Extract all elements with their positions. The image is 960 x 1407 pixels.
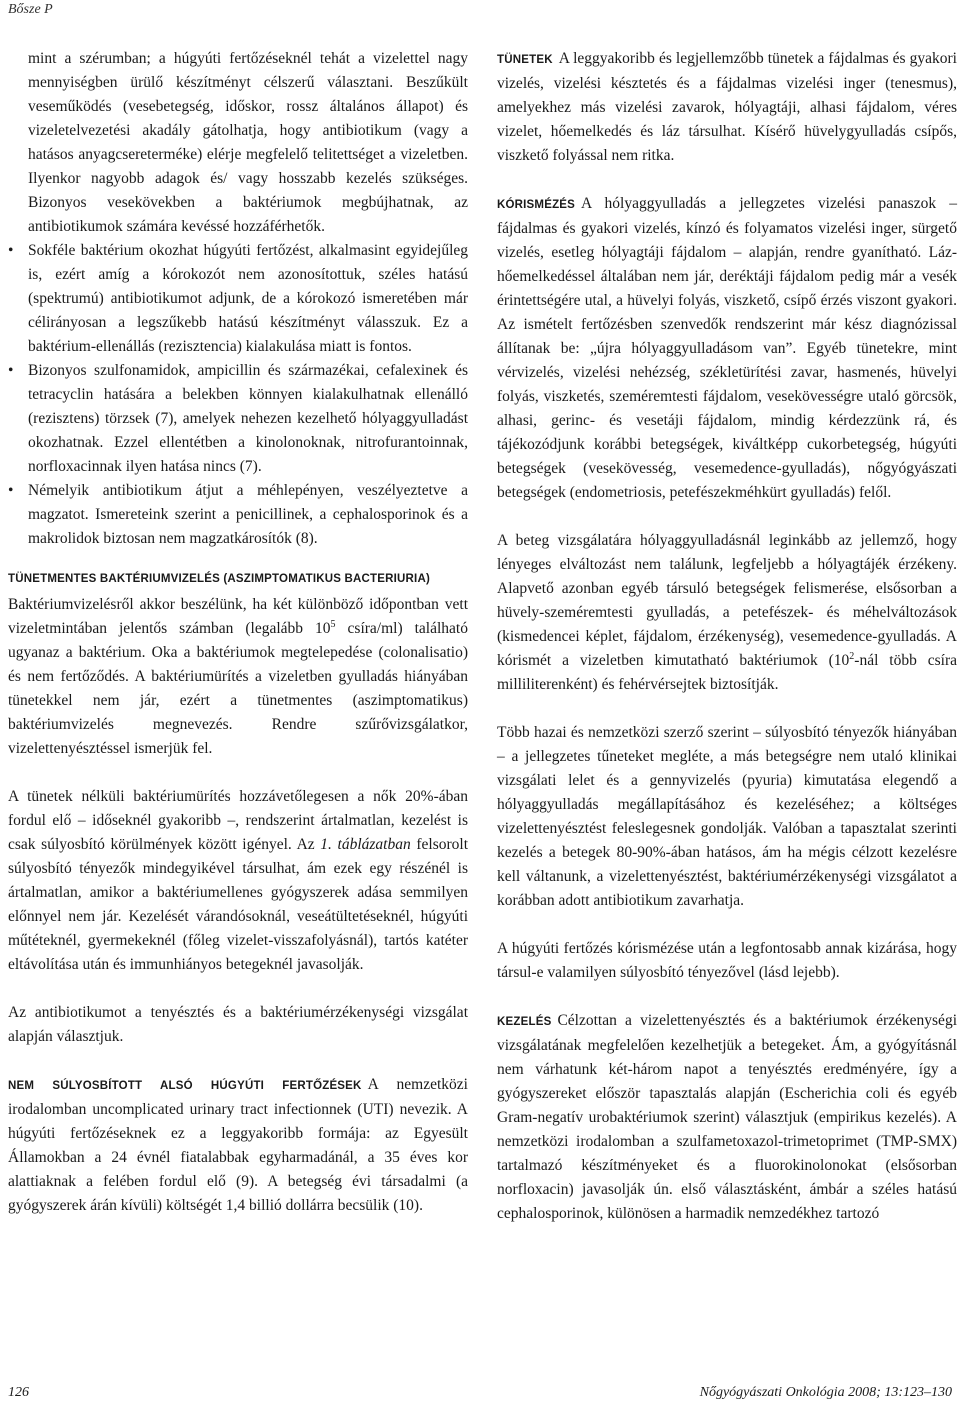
section-heading-treatment: KEZELÉS bbox=[497, 1016, 552, 1028]
bullet-text: Némelyik antibiotikum átjut a méhlepényen, veszélyeztetve a magzatot. Ismereteink szerint a penicillinek, a cephalosporinok és a makrolidok biztosan nem magzatkárosítók (8). bbox=[28, 482, 468, 547]
bullet-icon: • bbox=[8, 242, 14, 259]
authors-opinion-paragraph: Több hazai és nemzetközi szerző szerint – súlyosbító tényezők hiányában – a jellegzetes tűneteket megléte, a más betegségre nem utaló klinikai vizsgálati lelet és a gennyvizelés (pyuria) kimutatása elegendő a hólyaggyulladás megállapításához és kezeléséhez; a költséges vizelettenyésztést feleslegesnek gondolják. Valóban a tapasztalat szerinti kezelés a betegek 80-90%-ában hatásos, ám ha mégis célzott kezelésre kell váltanunk, a vizelettenyésztést, baktériumérzékenységi vizsgálatot a korábban adott antibiotikum zavarhatja. bbox=[497, 724, 957, 909]
bullet-text: Bizonyos szulfonamidok, ampicillin és származékai, cefalexinek és tetracyclin hatására a belekben könnyen kialakulhatnak ellenálló (rezisztens) törzsek (7), amelyek nehezen kezelhető hólyaggyulladást okozhatnak. Ezzel ellentétben a kinolonoknak, nitrofurantoinnak, norfloxacinnak ilyen hatása nincs (7). bbox=[28, 362, 468, 475]
section-heading-asymptomatic: TÜNETMENTES BAKTÉRIUMVIZELÉS (ASZIMPTOMATIKUS BACTERIURIA) bbox=[8, 573, 430, 585]
bullet-item bbox=[8, 239, 468, 359]
bullet-text: Sokféle baktérium okozhat húgyúti fertőzést, alkalmasint egyidejűleg is, ezért amíg a kórokozót nem azonosítottuk, széles hatású (spektrumú) antibiotikumot adjunk, de a kórokozó ismeretében már célirányosan a legszűkebb hatású készítményt válasszuk. Ez a baktérium-ellenállás (rezisztencia) kialakulása miatt is fontos. bbox=[28, 242, 468, 355]
section-heading-symptoms: TÜNETEK bbox=[497, 54, 553, 66]
asymptomatic-paragraph-2: A tünetek nélküli baktériumürítés hozzávetőlegesen a nők 20%-ában fordul elő – időseknél gyakoribb –, rendszerint ártalmatlan, kezelést is csak súlyosbító körülmények között igényel. Az 1. táblázatban felsorolt súlyosbító tényezők mindegyikével társulhat, ám ezek egy részénél is ártalmatlan, amikor a baktériumellenes gyógyszerek adása semmilyen előnnyel nem jár. Kezelését várandósoknál, veseátültetéseknél, húgyúti műtéteknél, gyermekeknél (főleg vizelet-visszafolyásnál), tartós katéter eltávolítása után és immunhiányos betegeknél javasolják. bbox=[8, 788, 468, 973]
asymptomatic-paragraph-1: Baktériumvizelésről akkor beszélünk, ha két különböző időpontban vett vizeletmintában jelentős számban (legalább $10^5$ csíra/ml) található ugyanaz a baktérium. Oka a baktériumok megtelepedése (colonalisatio) és nem fertőződés. A baktériumürítés a vizeletben gyulladás hiányában tünetekkel nem jár, ezért a tünetmentes (aszimptomatikus) baktériumvizelés megnevezés. Rendre szűrővizsgálatkor, vizelettenyésztéssel ismerjük fel. bbox=[8, 596, 468, 757]
bullet-item bbox=[8, 359, 468, 479]
bullet-icon: • bbox=[8, 362, 14, 379]
journal-citation: Nőgyógyászati Onkológia 2008; 13:123–130 bbox=[699, 1385, 952, 1400]
examination-paragraph: A beteg vizsgálatára hólyaggyulladásnál leginkább az jellemző, hogy lényeges elváltozást nem találunk, legfeljebb a hólyagtájék érzékeny. Alapvető azonban egyéb társuló betegségek felismerése, elsősorban a hüvely-szeméremtesti gyulladás, a petefészek- és méhelváltozások (kismedencei képlet, fájdalom, érzékenység), vesemedence-gyulladás. A kórismét a vizeletben kimutatható baktériumok ($10^2$-nál több csíra milliliterenként) és fehérvérsejtek biztosítják. bbox=[497, 532, 957, 693]
left-column bbox=[8, 47, 468, 1218]
bullet-icon: • bbox=[8, 482, 14, 499]
symptoms-paragraph: TÜNETEK A leggyakoribb és legjellemzőbb tünetek a fájdalmas és gyakori vizelés, vizelési késztetés és a fájdalmas vizelési inger (tenesmus), amelyekhez más vizelési zavarok, hólyagtáji, alhasi fájdalom, véres vizelet, hőemelkedés és láz társulhat. Kísérő hüvelygyulladás csípős, viszkető folyással nem ritka. bbox=[497, 50, 957, 164]
running-header-author: Bősze P bbox=[8, 2, 53, 17]
uncomplicated-uti-paragraph: NEM SÚLYOSBÍTOTT ALSÓ HÚGYÚTI FERTŐZÉSEK A nemzetközi irodalomban uncomplicated urinary tract infectionnek (UTI) nevezik. A húgyúti fertőzéseknek ez a leggyakoribb formája: az Egyesült Államokban a 24 évnél fiatalabbak egyharmadánál, a 35 éves kor alattiaknak a felében fordul elő (9). A betegség évi társadalmi (a gyógyszerek árán kívüli) költségét 1,4 billió dollárra becsülik (10). bbox=[8, 1076, 468, 1214]
asymptomatic-paragraph-3: Az antibiotikumot a tenyésztés és a baktériumérzékenységi vizsgálat alapján választjuk. bbox=[8, 1004, 468, 1045]
section-heading-diagnosis: KÓRISMÉZÉS bbox=[497, 199, 576, 211]
diagnosis-paragraph: KÓRISMÉZÉS A hólyaggyulladás a jellegzetes vizelési panaszok – fájdalmas és gyakori vizelés, kínzó és folyamatos vizelési inger, sürgető vizelés, esetleg hólyagtáji fájdalom – alapján, rendre gyanítható. Láz-hőemelkedéssel általában nem jár, deréktáji fájdalom pedig már a vesék érintettségére utal, a hüvelyi folyás, viszkető, csípő érzés viszont gyakori. Az ismételt fertőzésben szenvedők rendszerint már kész diagnózissal állítanak be: „újra hólyaggyulladásom van”. Egyéb tünetekre, mint vérvizelés, vizelési nehézség, székletürítési zavar, hasmenés, hüvelyi folyás, viszketés, szeméremtesti fájdalom, vesekövességre utaló görcsök, alhasi, gerinc- és vesetáji fájdalom, mindig kérdezzünk rá, és tájékozódjunk korábbi betegségek, kiváltképp cukorbetegség, húgyúti betegségek (vesekövesség, vesemedence-gyulladás), nőgyógyászati betegségek (endometriosis, petefészekméhkürt gyulladás) felől. bbox=[497, 195, 957, 501]
exclusion-paragraph: A húgyúti fertőzés kórismézése után a legfontosabb annak kizárása, hogy társul-e valamilyen súlyosbító tényezővel (lásd lejebb). bbox=[497, 940, 957, 981]
treatment-paragraph: KEZELÉS Célzottan a vizelettenyésztés és a baktériumok érzékenységi vizsgálatának megfelelően kezelhetjük a betegeket. Ám, a gyógyításnál nem várhatunk két-három napot a tenyésztés eredményére, így a gyógyszereket először tapasztalás alapján (Escherichia coli és egyéb Gram-negatív urobaktériumok szerint) választjuk (empirikus kezelés). A nemzetközi irodalomban a szulfametoxazol-trimetoprimet (TMP-SMX) tartalmazó készítményeket és a fluorokinolonokat (elsősorban norfloxacin) javasolják ún. első választásként, ámbár a széles hatású cephalosporinok, különösen a harmadik nemzedékhez tartozó bbox=[497, 1012, 957, 1222]
page-number: 126 bbox=[8, 1385, 29, 1400]
bullet-item bbox=[8, 479, 468, 551]
intro-paragraph: mint a szérumban; a húgyúti fertőzéseknél tehát a vizelettel nagy mennyiségben ürülő készítményt célszerű választani. Beszűkült veseműködés (vesebetegség, időskor, rossz általános állapot) és vizeletelvezetési akadály gátolhatja, hogy antibiotikum (vagy a hatásos anyagcsereterméke) elérje megfelelő telitettséget a vizeletben. Ilyenkor nagyobb adagok és/ vagy hosszabb kezelés szükséges. Bizonyos vesekövekben a baktériumok megbújhatnak, az antibiotikumok számára kevéssé hozzáférhetők. bbox=[28, 50, 468, 235]
right-column bbox=[497, 47, 957, 1226]
section-heading-uncomplicated: NEM SÚLYOSBÍTOTT ALSÓ HÚGYÚTI FERTŐZÉSEK bbox=[8, 1080, 362, 1092]
